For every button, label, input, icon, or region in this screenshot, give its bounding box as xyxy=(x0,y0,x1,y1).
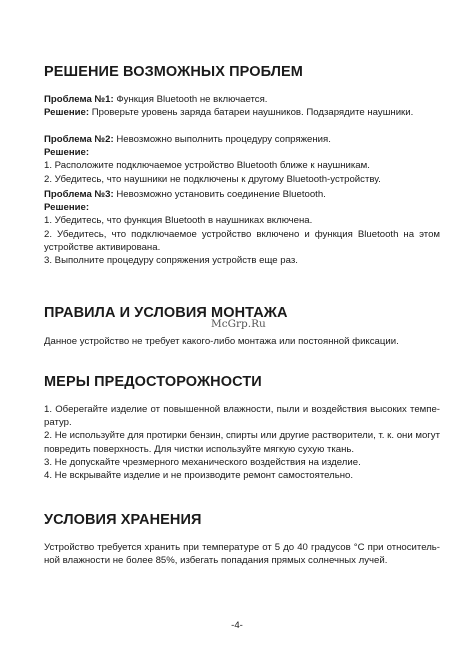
mounting-block xyxy=(44,335,440,348)
problem-2-line xyxy=(44,133,440,146)
storage-block xyxy=(44,541,440,567)
watermark: McGrp.Ru xyxy=(211,318,266,330)
mounting-heading: ПРАВИЛА И УСЛОВИЯ МОНТАЖА xyxy=(44,305,288,321)
problem-1-label: Проблема №1: xyxy=(44,94,114,105)
precaution-line: ратур. xyxy=(44,417,72,429)
problem-3-block xyxy=(44,188,440,267)
storage-line-2: ной влажности не более 85%, избегать попадания прямых солнечных лучей. xyxy=(44,555,388,567)
problem-1-line xyxy=(44,93,440,106)
precaution-line: 4. Не вскрывайте изделие и не производите ремонт самостоятельно. xyxy=(44,470,354,482)
mounting-text: Данное устройство не требует какого-либо монтажа или постоянной фиксации. xyxy=(44,336,399,347)
problem-1-block xyxy=(44,93,440,119)
precaution-line: 2. Не используйте для протирки бензин, спирты или другие растворители, т. к. они могут xyxy=(44,430,440,442)
solution-3-step-1: 1. Убедитесь, что функция Bluetooth в наушниках включена. xyxy=(44,215,313,227)
problem-1-text: Функция Bluetooth не включается. xyxy=(113,94,268,105)
solution-2-label: Решение: xyxy=(44,147,90,159)
storage-heading: УСЛОВИЯ ХРАНЕНИЯ xyxy=(44,512,202,528)
solution-1-text: Проверьте уровень заряда батареи наушников. Подзарядите наушники. xyxy=(89,107,414,119)
problem-3-text: Невозможно установить соединение Bluetooth. xyxy=(113,189,326,200)
precautions-block xyxy=(44,403,440,482)
problem-3-line xyxy=(44,188,440,201)
problem-2-text: Невозможно выполнить процедуру сопряжения. xyxy=(113,134,331,145)
troubleshooting-heading: РЕШЕНИЕ ВОЗМОЖНЫХ ПРОБЛЕМ xyxy=(44,64,303,80)
precaution-line: 3. Не допускайте чрезмерного механического воздействия на изделие. xyxy=(44,456,361,468)
solution-3-step-2-line-1: 2. Убедитесь, что подключаемое устройство включено и функция Bluetooth на этом xyxy=(44,228,440,240)
solution-2-step: 1. Расположите подключаемое устройство Bluetooth ближе к наушникам. xyxy=(44,160,370,172)
solution-2-step: 2. Убедитесь, что наушники не подключены к другому Bluetooth-устройству. xyxy=(44,173,381,185)
solution-1-label: Решение: xyxy=(44,107,90,119)
page-number: -4- xyxy=(231,620,243,631)
problem-2-block xyxy=(44,133,440,186)
solution-3-step-2-line-2: устройстве активирована. xyxy=(44,241,161,253)
storage-line-1: Устройство требуется хранить при температуре от 5 до 40 градусов °С при относитель- xyxy=(44,542,440,553)
precaution-line: 1. Оберегайте изделие от повышенной влажности, пыли и воздействия высоких темпе- xyxy=(44,404,440,415)
solution-3-label: Решение: xyxy=(44,202,90,214)
problem-2-label: Проблема №2: xyxy=(44,134,114,145)
solution-1-line xyxy=(44,106,440,119)
problem-3-label: Проблема №3: xyxy=(44,189,114,200)
precautions-heading: МЕРЫ ПРЕДОСТОРОЖНОСТИ xyxy=(44,374,262,390)
solution-3-step-3: 3. Выполните процедуру сопряжения устройств еще раз. xyxy=(44,255,298,267)
precaution-line: повредить поверхность. Для чистки используйте мягкую сухую ткань. xyxy=(44,443,355,455)
